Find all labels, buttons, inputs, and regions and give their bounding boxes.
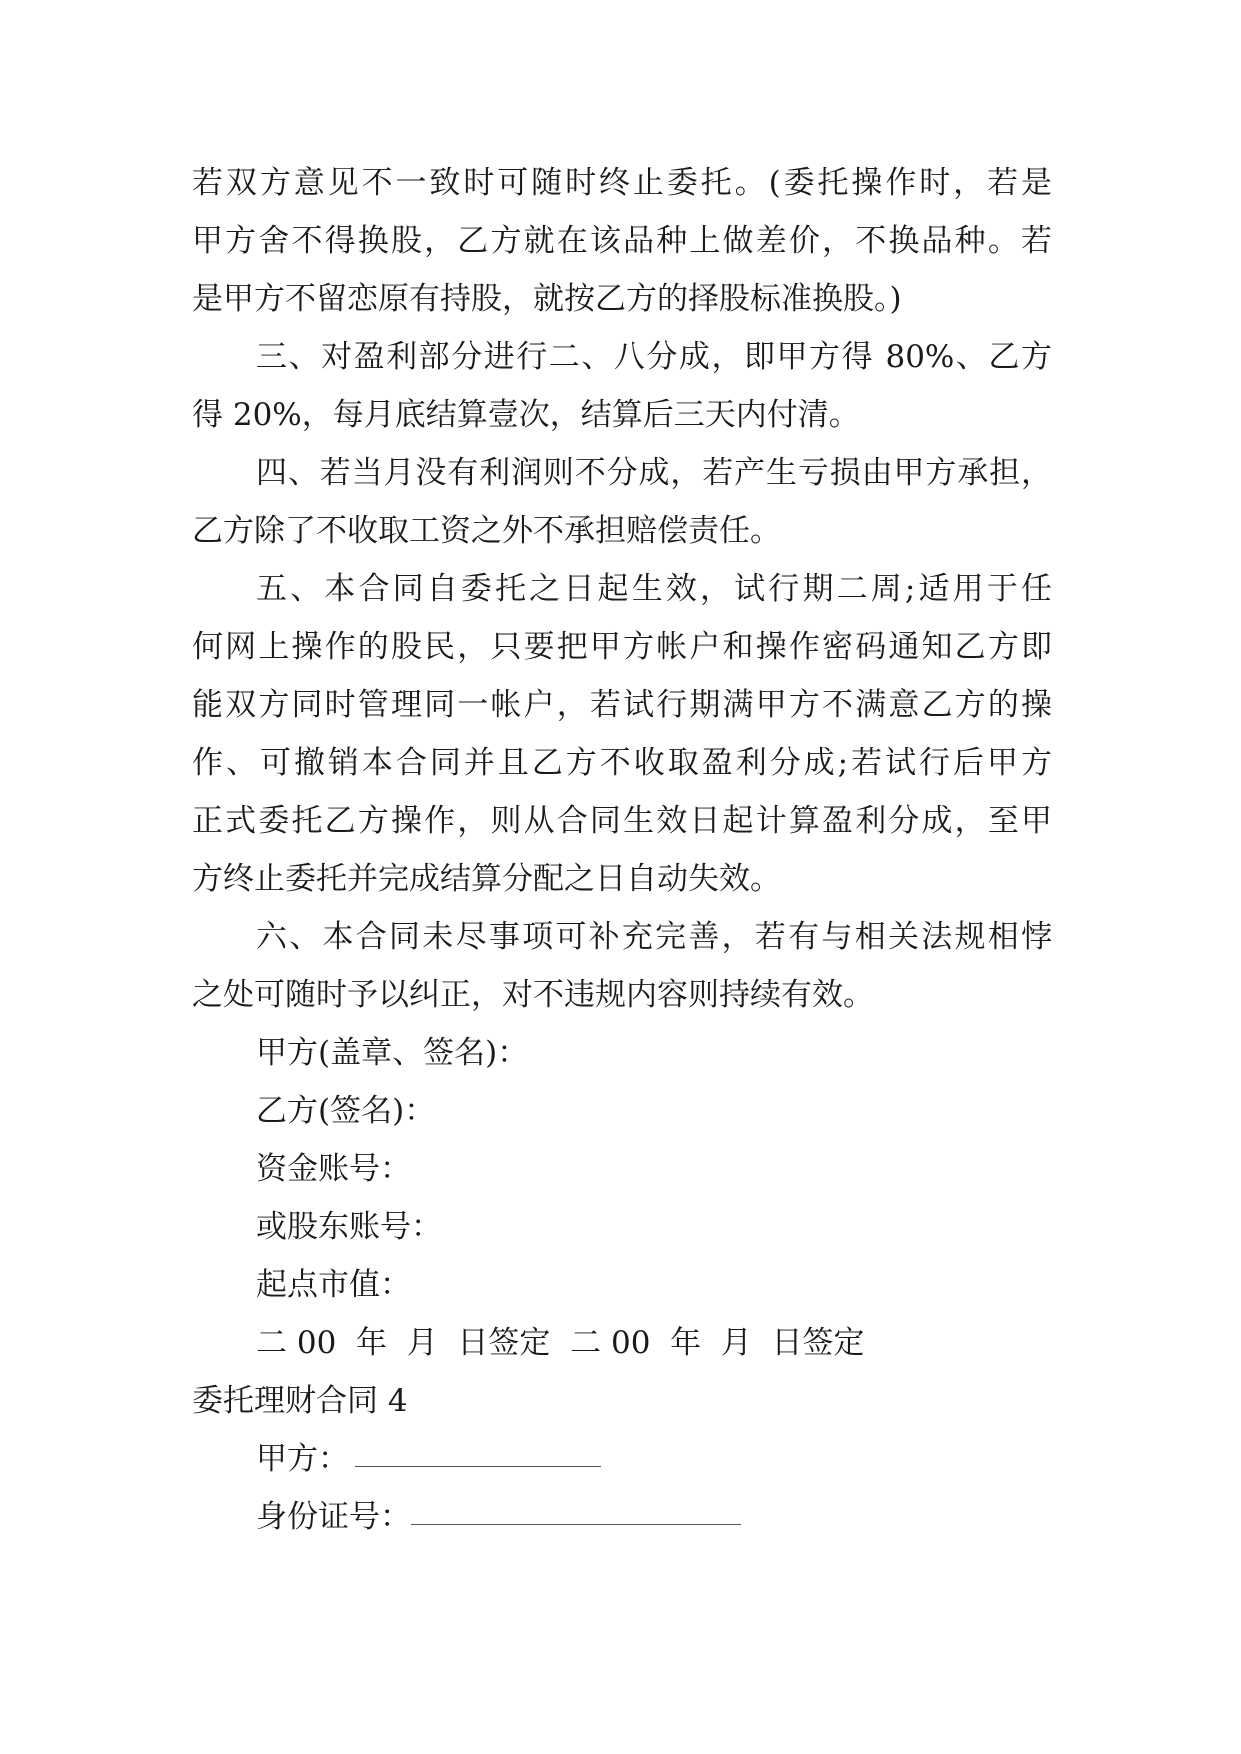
party-a-signature-label: 甲方(盖章、签名)：	[256, 1035, 529, 1071]
text-line: 是甲方不留恋原有持股，就按乙方的择股标准换股。)	[192, 281, 902, 317]
clause-4-line: 乙方除了不收取工资之外不承担赔偿责任。	[192, 513, 781, 549]
start-value-label: 起点市值：	[256, 1267, 411, 1303]
clause-6-line: 之处可随时予以纠正，对不违规内容则持续有效。	[192, 977, 874, 1013]
fund-account-label: 资金账号：	[256, 1151, 411, 1187]
shareholder-account-label: 或股东账号：	[256, 1209, 442, 1245]
contract-title: 委托理财合同 4	[192, 1383, 408, 1419]
party-a-label: 甲方：	[256, 1441, 349, 1477]
clause-5-line: 五、本合同自委托之日起生效，试行期二周;适用于任	[256, 571, 1052, 607]
clause-5-line: 何网上操作的股民，只要把甲方帐户和操作密码通知乙方即	[192, 629, 1052, 665]
id-number-label: 身份证号：	[256, 1499, 411, 1535]
clause-5-line: 能双方同时管理同一帐户，若试行期满甲方不满意乙方的操	[192, 687, 1052, 723]
clause-5-line: 方终止委托并完成结算分配之日自动失效。	[192, 861, 781, 897]
clause-3-line: 得 20%，每月底结算壹次，结算后三天内付清。	[192, 397, 860, 433]
clause-5-line: 正式委托乙方操作，则从合同生效日起计算盈利分成，至甲	[192, 803, 1052, 839]
id-number-field	[256, 1497, 1052, 1537]
clause-6-line: 六、本合同未尽事项可补充完善，若有与相关法规相悖	[256, 919, 1052, 955]
text-line: 甲方舍不得换股，乙方就在该品种上做差价，不换品种。若	[192, 223, 1052, 259]
party-a-field	[256, 1439, 1052, 1479]
text-line: 若双方意见不一致时可随时终止委托。(委托操作时，若是	[192, 165, 1052, 201]
clause-4-line: 四、若当月没有利润则不分成，若产生亏损由甲方承担，	[256, 455, 1052, 491]
clause-3-line: 三、对盈利部分进行二、八分成，即甲方得 80%、乙方	[256, 339, 1052, 375]
signing-date-line: 二 00 年 月 日签定 二 00 年 月 日签定	[256, 1325, 865, 1361]
id-number-blank	[411, 1523, 741, 1525]
clause-5-line: 作、可撤销本合同并且乙方不收取盈利分成;若试行后甲方	[192, 745, 1052, 781]
party-b-signature-label: 乙方(签名)：	[256, 1093, 436, 1129]
party-a-blank	[355, 1465, 601, 1467]
